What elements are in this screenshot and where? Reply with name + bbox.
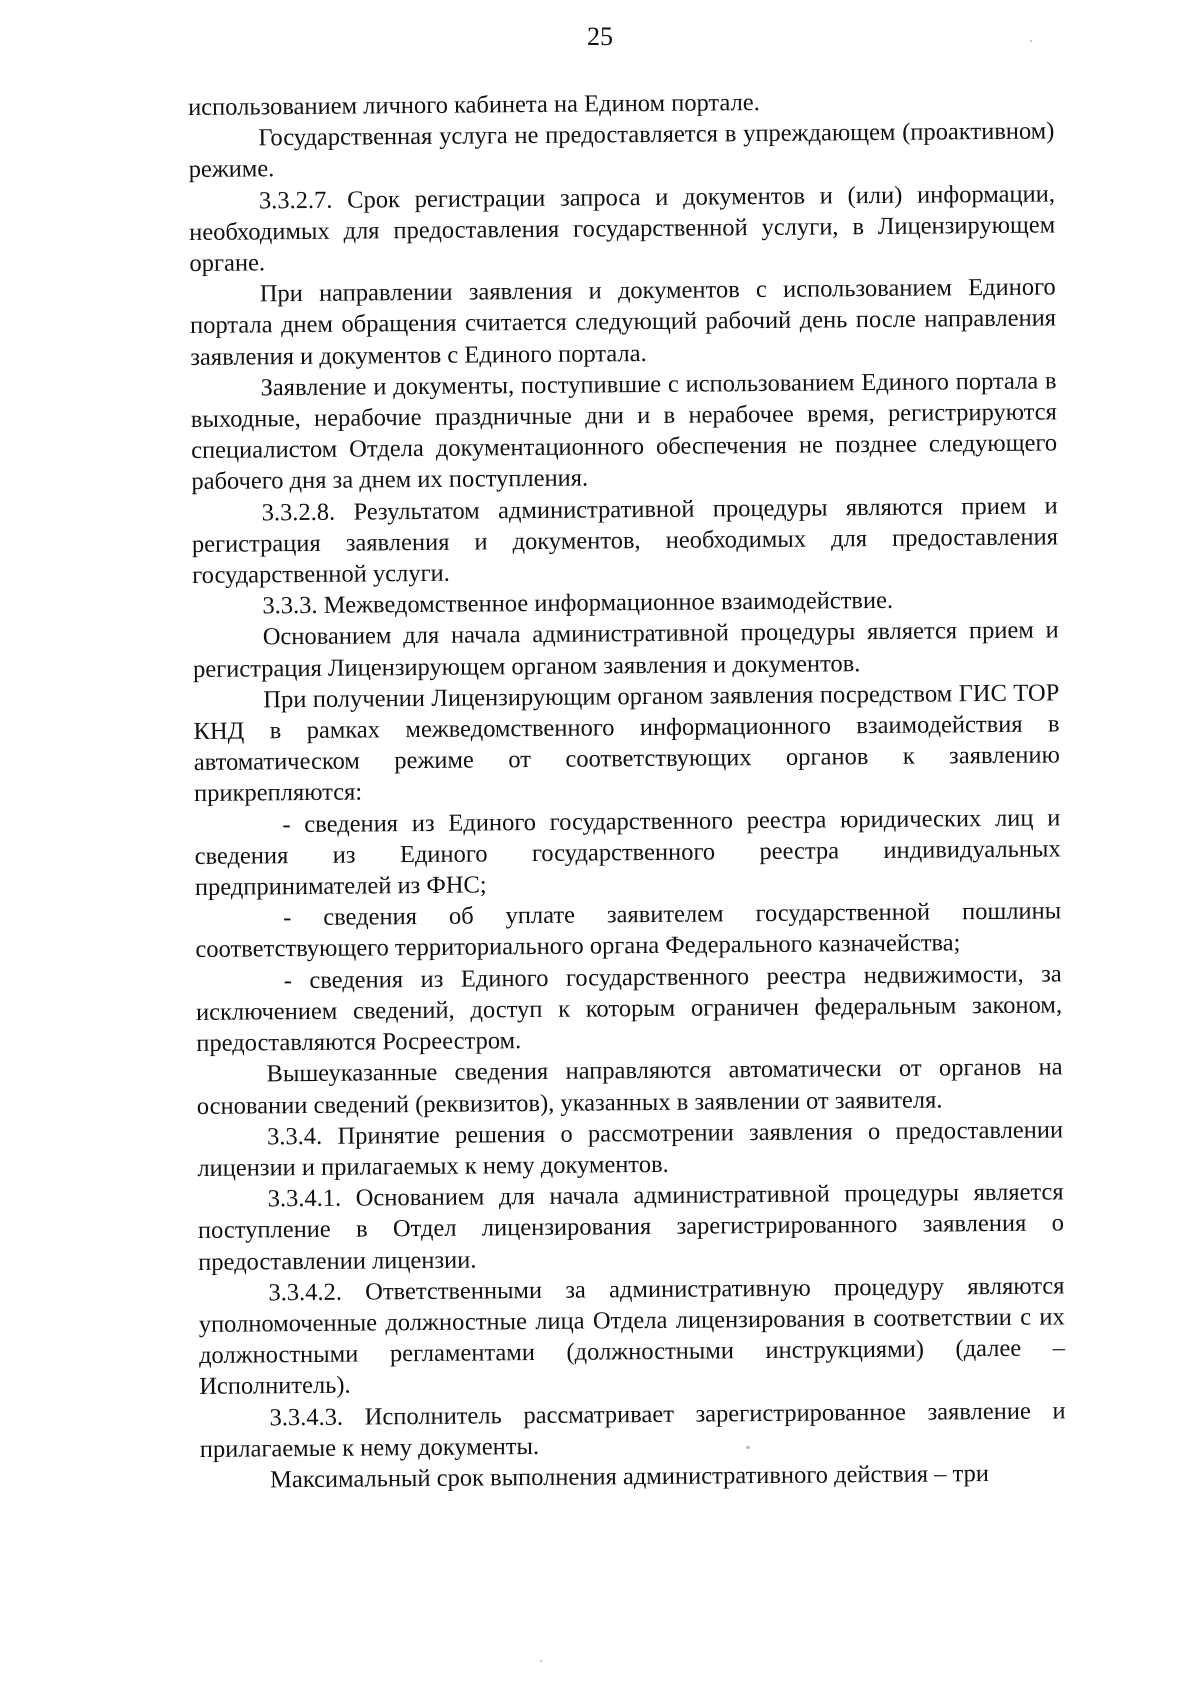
paragraph: Основанием для начала административной процедуры является прием и регистрация Лицензирующем органом заявления и документов. — [192, 616, 1059, 683]
list-item: - сведения об уплате заявителем государственной пошлины соответствующего территориального органа Федерального казначейства; — [195, 897, 1062, 964]
paragraph: использованием личного кабинета на Едином портале. — [188, 89, 760, 121]
paragraph: Вышеуказанные сведения направляются автоматически от органов на основании сведений (реквизитов), указанных в заявлении от заявителя. — [196, 1053, 1063, 1120]
page-number: 25 — [587, 22, 613, 51]
paragraph: 3.3.4.1. Основанием для начала административной процедуры является поступление в Отдел лицензирования зарегистрированного заявления о предоставлении лицензии. — [197, 1178, 1065, 1276]
document-body — [188, 84, 1066, 1496]
paragraph: 3.3.4. Принятие решения о рассмотрении заявления о предоставлении лицензии и прилагаемых к нему документов. — [197, 1116, 1064, 1182]
paragraph: Заявление и документы, поступившие с использованием Единого портала в выходные, нерабочие праздничные дни и в нерабочее время, регистрируются специалистом Отдела документационного обеспечения не позднее следующего рабочего дня за днем их поступления. — [190, 367, 1058, 496]
paragraph: При направлении заявления и документов с использованием Единого портала днем обращения считается следующий рабочий день после направления заявления и документов с Единого портала. — [189, 273, 1057, 371]
list-item: - сведения из Единого государственного реестра юридических лиц и сведения из Единого государственного реестра индивидуальных предпринимателей из ФНС; — [194, 804, 1061, 902]
paragraph: Максимальный срок выполнения административного действия – три — [269, 1460, 990, 1494]
paragraph: 3.3.2.7. Срок регистрации запроса и документов и (или) информации, необходимых для предоставления государственной услуги, в Лицензирующем органе. — [189, 180, 1056, 278]
list-item: - сведения из Единого государственного реестра недвижимости, за исключением сведений, доступ к которым ограничен федеральным законом, предоставляются Росреестром. — [195, 960, 1063, 1058]
paragraph: При получении Лицензирующим органом заявления посредством ГИС ТОР КНД в рамках межведомственного информационного взаимодействия в автоматическом режиме от соответствующих органов к заявлению прикрепляются: — [193, 679, 1060, 808]
paragraph: 3.3.4.3. Исполнитель рассматривает зарегистрированное заявление и прилагаемые к нему документы. — [199, 1396, 1066, 1463]
paragraph: 3.3.4.2. Ответственными за административную процедуру являются уполномоченные должностные лица Отдела лицензирования в соответствии с их должностными регламентами (должностными инструкциями) (далее – Исполнитель). — [198, 1272, 1066, 1401]
scan-speck — [540, 1660, 542, 1662]
scan-speck — [1030, 40, 1032, 42]
paragraph: 3.3.3. Межведомственное информационное взаимодействие. — [262, 587, 894, 620]
paragraph: Государственная услуга не предоставляется в упреждающем (проактивном) режиме. — [188, 117, 1055, 184]
paragraph: 3.3.2.8. Результатом административной процедуры являются прием и регистрация заявления и документов, необходимых для предоставления государственной услуги. — [191, 492, 1059, 590]
scan-speck — [746, 1446, 750, 1449]
